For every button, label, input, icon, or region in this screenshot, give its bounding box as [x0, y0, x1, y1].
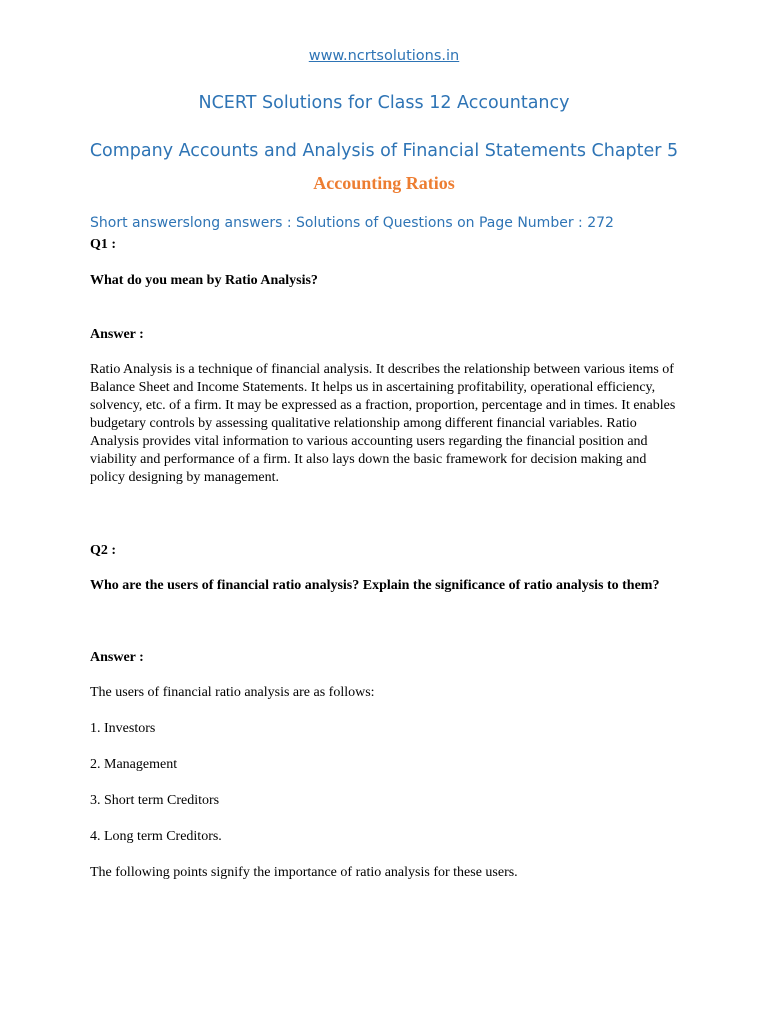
q1-label: Q1 : [90, 237, 117, 252]
site-link[interactable]: www.ncrtsolutions.in [308, 48, 460, 64]
document-subtitle: Company Accounts and Analysis of Financial Statements Chapter 5 [89, 141, 679, 161]
section-heading: Short answerslong answers : Solutions of Questions on Page Number : 272 [90, 215, 614, 231]
document-title: NCERT Solutions for Class 12 Accountancy [198, 93, 570, 113]
list-item: 1. Investors [90, 721, 156, 736]
q2-question: Who are the users of financial ratio analysis? Explain the significance of ratio analysis to them? [90, 578, 660, 593]
chapter-title: Accounting Ratios [313, 173, 455, 193]
list-item: 2. Management [90, 757, 178, 772]
q1-answer-text: Ratio Analysis is a technique of financial analysis. It describes the relationship between various items of Balance Sheet and Income Statements. It helps us in ascertaining profitability, operational efficiency, solvency, etc. of a firm. It may be expressed as a fraction, proportion, percentage and in times. It enables budgetary controls by assessing qualitative relationship among different financial variables. Ratio Analysis provides vital information to various accounting users regarding the financial position and viability and performance of a firm. It also lays down the basic framework for decision making and policy designing by management. [90, 362, 676, 485]
q1-question: What do you mean by Ratio Analysis? [90, 273, 318, 288]
q2-intro: The users of financial ratio analysis are as follows: [90, 685, 375, 700]
q2-answer-label: Answer : [90, 650, 144, 665]
q1-answer-label: Answer : [90, 327, 144, 342]
q2-label: Q2 : [90, 543, 117, 558]
q2-closing: The following points signify the importance of ratio analysis for these users. [90, 865, 518, 880]
list-item: 3. Short term Creditors [90, 793, 220, 808]
list-item: 4. Long term Creditors. [90, 829, 222, 844]
